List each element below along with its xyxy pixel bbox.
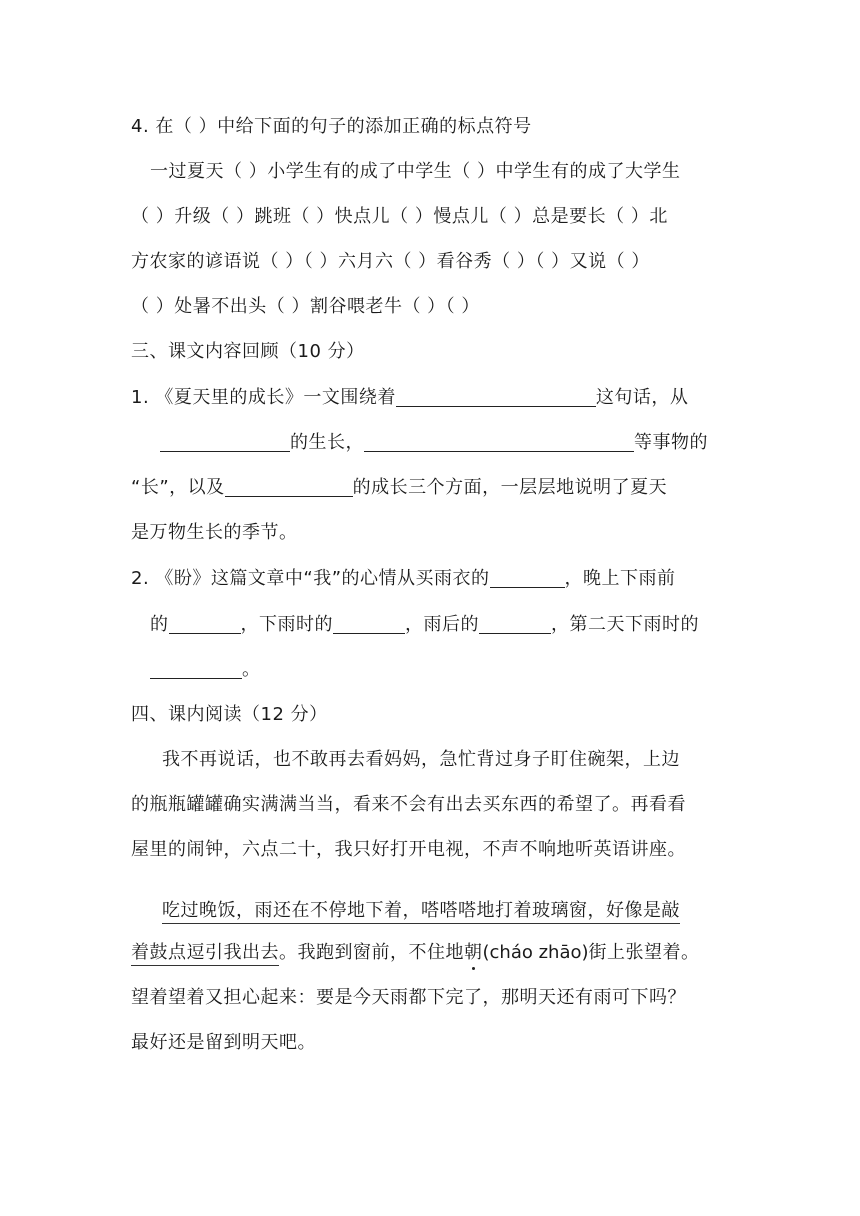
passage-2-line-1: [162, 896, 762, 926]
passage-1-line-3: 屋里的闹钟，六点二十，我只好打开电视，不声不响地听英语讲座。: [131, 839, 686, 860]
s3-q2-line-2: [150, 610, 750, 640]
s3-q1-line-1: [131, 383, 731, 413]
s3-q1-text-3: 的生长，: [290, 432, 364, 453]
s3-q1-text-4: 等事物的: [634, 432, 708, 453]
answer-blank[interactable]: [396, 386, 596, 407]
q4-line-1: 一过夏天（ ）小学生有的成了中学生（ ）中学生有的成了大学生: [150, 161, 681, 182]
answer-blank[interactable]: [333, 613, 405, 634]
passage-2-text-a: 。我跑到窗前，不住地: [279, 942, 464, 963]
section-4-heading: 四、课内阅读（12 分）: [131, 704, 328, 725]
s3-q1-text-6: 的成长三个方面，一层层地说明了夏天: [352, 477, 668, 498]
passage-2-line-3: 望着望着又担心起来：要是今天雨都下完了，那明天还有雨可下吗？: [131, 987, 686, 1008]
answer-blank[interactable]: [225, 476, 353, 497]
s3-q1-text-1: 1. 《夏天里的成长》一文围绕着: [131, 387, 396, 408]
s3-q1-text-5: “长”，以及: [131, 477, 225, 498]
answer-blank[interactable]: [364, 431, 634, 452]
underlined-sentence: 吃过晚饭，雨还在不停地下着，嗒嗒嗒地打着玻璃窗，好像是敲: [162, 900, 680, 924]
s3-q2-line-1: [131, 564, 731, 594]
answer-blank[interactable]: [169, 613, 241, 634]
answer-blank[interactable]: [160, 431, 290, 452]
answer-blank[interactable]: [479, 613, 551, 634]
s3-q2-text-5: ，雨后的: [405, 614, 479, 635]
passage-2-line-4: 最好还是留到明天吧。: [131, 1032, 316, 1053]
section-3-heading: 三、课文内容回顾（10 分）: [131, 341, 365, 362]
passage-1-line-1: 我不再说话，也不敢再去看妈妈，急忙背过身子盯住碗架，上边: [162, 749, 680, 770]
s3-q2-text-6: ，第二天下雨时的: [551, 614, 699, 635]
s3-q2-text-1: 2. 《盼》这篇文章中“我”的心情从买雨衣的: [131, 568, 490, 589]
passage-1-line-2: 的瓶瓶罐罐确实满满当当，看来不会有出去买东西的希望了。再看看: [131, 794, 686, 815]
passage-2-text-b: 街上张望着。: [588, 942, 700, 963]
pinyin-choice[interactable]: (cháo zhāo): [482, 942, 589, 963]
q4-line-2: （ ）升级（ ）跳班（ ）快点儿（ ）慢点儿（ ）总是要长（ ）北: [131, 206, 668, 227]
answer-blank[interactable]: [150, 658, 242, 679]
s3-q1-line-4: 是万物生长的季节。: [131, 522, 298, 543]
answer-blank[interactable]: [490, 567, 565, 588]
s3-q1-line-2: [160, 428, 760, 458]
underlined-sentence-end: 着鼓点逗引我出去: [131, 942, 279, 966]
question-4-title: 4. 在（ ）中给下面的句子的添加正确的标点符号: [131, 116, 532, 137]
s3-q2-text-4: ，下雨时的: [240, 614, 333, 635]
q4-line-4: （ ）处暑不出头（ ）割谷喂老牛（ ）（ ）: [131, 296, 480, 317]
s3-q2-text-2: ，晚上下雨前: [564, 568, 676, 589]
q4-line-3: 方农家的谚语说（ ）（ ）六月六（ ）看谷秀（ ）（ ）又说（ ）: [131, 251, 650, 272]
passage-2-line-2: [131, 938, 731, 968]
s3-q2-text-7: 。: [242, 659, 261, 680]
s3-q1-line-3: [131, 473, 731, 503]
dotted-character: 朝: [464, 942, 483, 963]
s3-q2-line-3: [150, 655, 750, 685]
s3-q1-text-2: 这句话，从: [595, 387, 689, 408]
s3-q2-text-3: 的: [150, 614, 169, 635]
